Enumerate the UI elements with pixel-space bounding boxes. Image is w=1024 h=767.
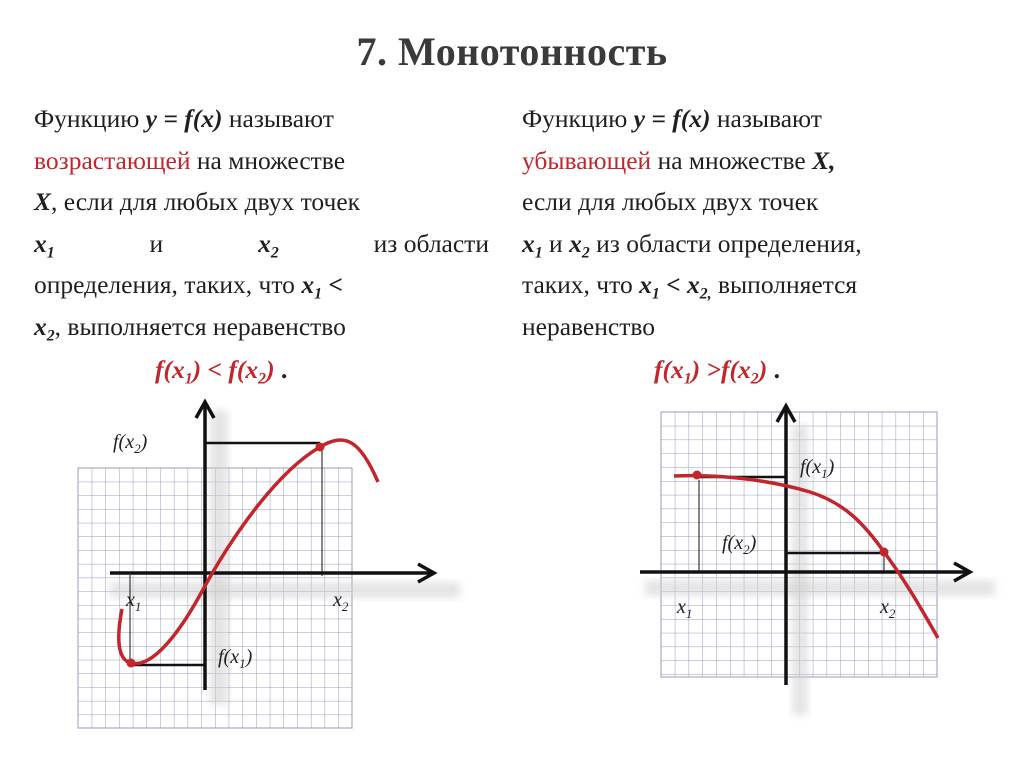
- text: Функцию: [34, 104, 146, 133]
- point-x1: [693, 471, 702, 480]
- text: и: [149, 228, 164, 258]
- text: называют: [710, 104, 822, 133]
- x1-var: $x_1$: [34, 228, 55, 262]
- axis-shadow: [110, 582, 460, 598]
- text: на множестве: [651, 145, 813, 175]
- less-than: <: [659, 270, 688, 299]
- text: неравенство: [522, 311, 655, 341]
- label-x1: $x_1$: [126, 589, 142, 614]
- axis-shadow: [645, 580, 995, 596]
- label-x1: $x_1$: [677, 596, 693, 621]
- label-fx2: $f(x_2)$: [722, 532, 757, 557]
- set-variable: X,: [812, 145, 836, 175]
- label-fx1: $f(x_1)$: [800, 456, 835, 481]
- text: на множестве: [190, 145, 346, 175]
- inequality-increasing: $f(x_1) < f(x_2)$ .: [155, 355, 288, 388]
- text: и: [542, 228, 570, 258]
- text: если для любых двух точек: [522, 187, 819, 216]
- label-fx1: $f(x_1)$: [218, 646, 253, 671]
- point-x1: [127, 659, 136, 668]
- x1-var: $x_1$: [301, 270, 322, 303]
- less-than: <: [321, 270, 343, 299]
- keyword-decreasing: убывающей: [522, 145, 652, 175]
- point-x2: [880, 548, 889, 557]
- text: определения, таких, что: [34, 270, 302, 299]
- x1-var: $x_1$: [639, 270, 660, 303]
- set-variable: X: [34, 187, 52, 216]
- x2-var: $x_2$: [34, 311, 55, 345]
- point-x2: [316, 443, 325, 452]
- function-notation: y = f(x): [633, 104, 711, 133]
- label-fx2: $f(x_2)$: [113, 431, 148, 456]
- label-x2: $x_2$: [880, 596, 896, 621]
- text: из области: [373, 228, 489, 258]
- text: выполняется: [711, 270, 858, 299]
- graph-decreasing: [640, 406, 995, 715]
- x2-var: $x_2$: [569, 228, 590, 262]
- x1-var: $x_1$: [522, 228, 543, 262]
- x2-var: $x_{2,}$: [687, 270, 712, 303]
- keyword-increasing: возрастающей: [34, 145, 191, 175]
- text: Функцию: [522, 104, 634, 133]
- function-notation: y = f(x): [145, 104, 223, 133]
- text: , если для любых двух точек: [51, 187, 361, 216]
- text: называют: [222, 104, 334, 133]
- inequality-decreasing: $f(x_1) >f(x_2)$ .: [654, 355, 780, 388]
- graph-increasing: [78, 402, 460, 728]
- text: , выполняется неравенство: [54, 311, 346, 341]
- text: из области определения,: [589, 228, 862, 258]
- text: таких, что: [522, 270, 640, 299]
- label-x2: $x_2$: [333, 589, 349, 614]
- slide-title: 7. Монотонность: [356, 29, 668, 74]
- x2-var: $x_2$: [258, 228, 279, 262]
